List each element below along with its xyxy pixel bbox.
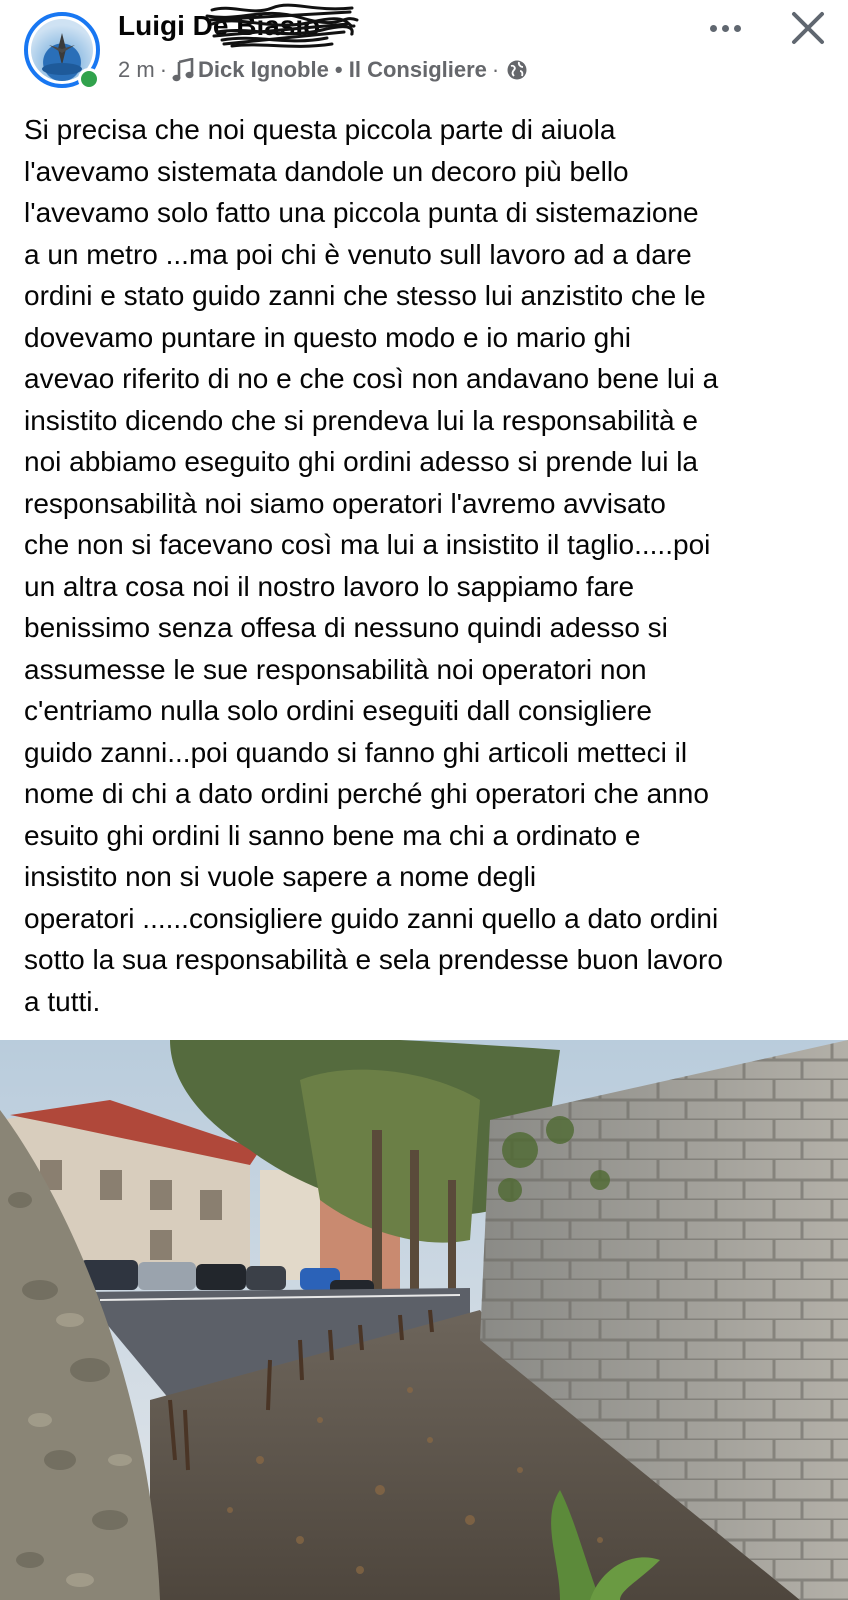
more-options-button[interactable]	[700, 8, 750, 48]
meta-separator: ·	[159, 57, 168, 82]
post-time[interactable]: 2 m	[118, 57, 155, 82]
globe-icon[interactable]	[506, 59, 528, 81]
more-horizontal-icon-dot	[722, 25, 729, 32]
more-horizontal-icon	[710, 25, 717, 32]
music-track-label[interactable]: Dick Ignoble • Il Consigliere	[198, 57, 487, 82]
post-header	[0, 0, 848, 100]
author-name[interactable]: Luigi De Biasio	[118, 10, 321, 41]
online-status-indicator	[78, 68, 100, 90]
more-horizontal-icon-dot	[734, 25, 741, 32]
post-meta	[118, 55, 528, 85]
meta-separator-2: ·	[491, 57, 500, 82]
post-body-text: Si precisa che noi questa piccola parte di aiuola l'avevamo sistemata dandole un decoro più bello l'avevamo solo fatto una piccola punta di sistemazione a un metro ...ma poi chi è venuto sull lavoro ad a dare ordini e stato guido zanni che stesso lui anzistito che le dovevamo puntare in questo modo e io mario ghi avevao riferito di no e che così non andavano bene lui a insistito dicendo che si prendeva lui la responsabilità e noi abbiamo eseguito ghi ordini adesso si prende lui la responsabilità noi siamo operatori l'avremo avvisato che non si facevano così ma lui a insistito il taglio.....poi un altra cosa noi il nostro lavoro lo sappiamo fare benissimo senza offesa di nessuno quindi adesso si assumesse le sue responsabilità noi operatori non c'entriamo nulla solo ordini eseguiti dall consigliere guido zanni...poi quando si fanno ghi articoli metteci il nome di chi a dato ordini perché ghi operatori che anno esuito ghi ordini li sanno bene ma chi a ordinato e insistito non si vuole sapere a nome degli operatori ......consigliere guido zanni quello a dato ordini sotto la sua responsabilità e sela prendesse buon lavoro a tutti.	[24, 114, 723, 1017]
post-photo[interactable]	[0, 1040, 848, 1600]
name-redaction-scribble	[112, 2, 362, 52]
music-note-icon	[172, 58, 194, 82]
close-icon[interactable]	[786, 6, 830, 50]
